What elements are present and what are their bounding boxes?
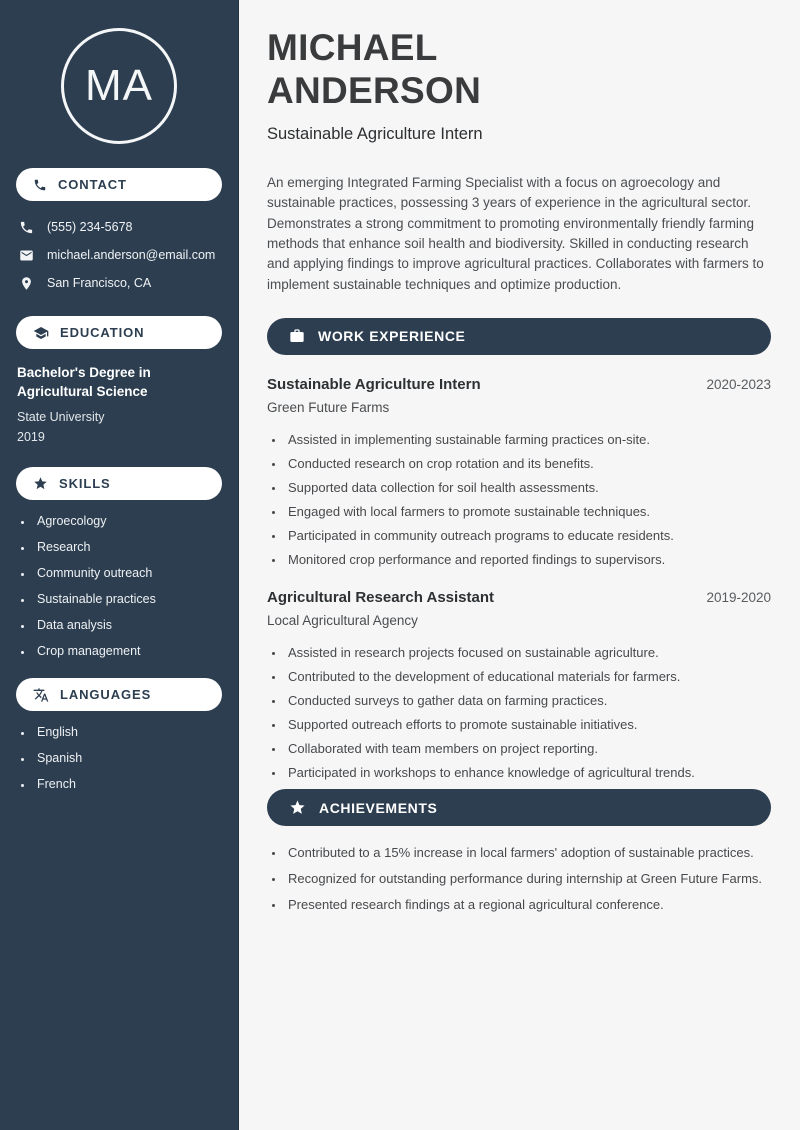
job-bullet: • Monitored crop performance and reported findings to supervisors. bbox=[285, 552, 771, 569]
skill-item: • Data analysis bbox=[33, 618, 222, 632]
job-header bbox=[267, 376, 771, 393]
job-bullet: • Contributed to the development of educational materials for farmers. bbox=[285, 669, 771, 686]
job-bullet-list bbox=[267, 432, 771, 569]
education-year: 2019 bbox=[17, 430, 45, 444]
education-school: State University bbox=[17, 410, 105, 424]
person-last-name: ANDERSON bbox=[267, 69, 482, 111]
summary-paragraph: An emerging Integrated Farming Specialist with a focus on agroecology and sustainable practices, possessing 3 years of experience in the agricultural sector. Demonstrates a strong commitment to promoting environmentally friendly farming methods that enhance soil health and biodiversity. Skilled in conducting research and applying findings to improve agricultural practices. Collaborates with farmers to implement sustainable techniques and optimize production. bbox=[267, 175, 764, 292]
job-bullet: • Assisted in implementing sustainable farming practices on-site. bbox=[285, 432, 771, 449]
language-item: • English bbox=[33, 725, 222, 739]
translate-icon bbox=[33, 687, 49, 703]
skills-section-label: SKILLS bbox=[59, 476, 111, 491]
contact-location-value: San Francisco, CA bbox=[47, 276, 152, 290]
job-bullet: • Engaged with local farmers to promote sustainable techniques. bbox=[285, 504, 771, 521]
job-bullet: • Collaborated with team members on project reporting. bbox=[285, 741, 771, 758]
skill-item: • Research bbox=[33, 540, 222, 554]
languages-section-header bbox=[16, 678, 222, 711]
education-section-header bbox=[16, 316, 222, 349]
job-entry bbox=[267, 589, 771, 782]
location-pin-icon bbox=[19, 276, 34, 291]
contact-phone bbox=[16, 213, 222, 241]
job-bullet: • Participated in workshops to enhance knowledge of agricultural trends. bbox=[285, 765, 771, 782]
skill-item: • Sustainable practices bbox=[33, 592, 222, 606]
job-header bbox=[267, 589, 771, 606]
job-title: Sustainable Agriculture Intern bbox=[267, 375, 481, 393]
education-entry bbox=[16, 363, 222, 444]
work-experience-section-label: WORK EXPERIENCE bbox=[318, 328, 466, 345]
job-bullet: • Participated in community outreach programs to educate residents. bbox=[285, 528, 771, 545]
language-item: • Spanish bbox=[33, 751, 222, 765]
job-bullet: • Conducted research on crop rotation and its benefits. bbox=[285, 456, 771, 473]
contact-email-value: michael.anderson@email.com bbox=[47, 248, 216, 262]
job-period: 2019-2020 bbox=[706, 590, 771, 606]
person-name bbox=[267, 27, 771, 112]
work-experience-section-header bbox=[267, 318, 771, 355]
skills-section-header bbox=[16, 467, 222, 500]
languages-list bbox=[16, 725, 222, 791]
star-icon bbox=[289, 799, 306, 816]
languages-section-label: LANGUAGES bbox=[60, 687, 152, 702]
job-bullet-list bbox=[267, 645, 771, 782]
skills-list bbox=[16, 514, 222, 658]
phone-icon bbox=[19, 220, 34, 235]
job-entry bbox=[267, 376, 771, 569]
star-icon bbox=[33, 476, 48, 491]
phone-icon bbox=[33, 178, 47, 192]
contact-list bbox=[16, 213, 222, 297]
achievements-section-header bbox=[267, 789, 771, 826]
achievement-bullet: • Contributed to a 15% increase in local farmers' adoption of sustainable practices. bbox=[285, 845, 771, 862]
job-company: Green Future Farms bbox=[267, 399, 390, 415]
avatar-initials: MA bbox=[85, 61, 153, 110]
contact-section-header bbox=[16, 168, 222, 201]
education-degree: Bachelor's Degree in Agricultural Science bbox=[17, 365, 151, 399]
achievement-bullet: • Recognized for outstanding performance during internship at Green Future Farms. bbox=[285, 871, 771, 888]
sidebar bbox=[0, 0, 239, 1130]
person-first-name: MICHAEL bbox=[267, 27, 438, 68]
job-bullet: • Assisted in research projects focused on sustainable agriculture. bbox=[285, 645, 771, 662]
contact-email bbox=[16, 241, 222, 269]
resume-main bbox=[239, 0, 800, 1130]
education-section-label: EDUCATION bbox=[60, 325, 145, 340]
contact-section-label: CONTACT bbox=[58, 177, 127, 192]
achievements-list bbox=[267, 845, 771, 914]
job-company: Local Agricultural Agency bbox=[267, 613, 418, 629]
language-item: • French bbox=[33, 777, 222, 791]
briefcase-icon bbox=[289, 328, 305, 344]
skill-item: • Community outreach bbox=[33, 566, 222, 580]
contact-location bbox=[16, 269, 222, 297]
avatar bbox=[61, 28, 177, 144]
achievement-bullet: • Presented research findings at a regional agricultural conference. bbox=[285, 897, 771, 914]
job-bullet: • Supported data collection for soil health assessments. bbox=[285, 480, 771, 497]
achievements-section-label: ACHIEVEMENTS bbox=[319, 799, 438, 816]
graduation-cap-icon bbox=[33, 325, 49, 341]
contact-phone-value: (555) 234-5678 bbox=[47, 220, 133, 234]
skill-item: • Crop management bbox=[33, 644, 222, 658]
job-title: Agricultural Research Assistant bbox=[267, 589, 495, 607]
skill-item: • Agroecology bbox=[33, 514, 222, 528]
person-role: Sustainable Agriculture Intern bbox=[267, 125, 483, 144]
job-period: 2020-2023 bbox=[706, 376, 771, 392]
job-bullet: • Conducted surveys to gather data on farming practices. bbox=[285, 693, 771, 710]
job-bullet: • Supported outreach efforts to promote sustainable initiatives. bbox=[285, 717, 771, 734]
envelope-icon bbox=[19, 248, 34, 263]
